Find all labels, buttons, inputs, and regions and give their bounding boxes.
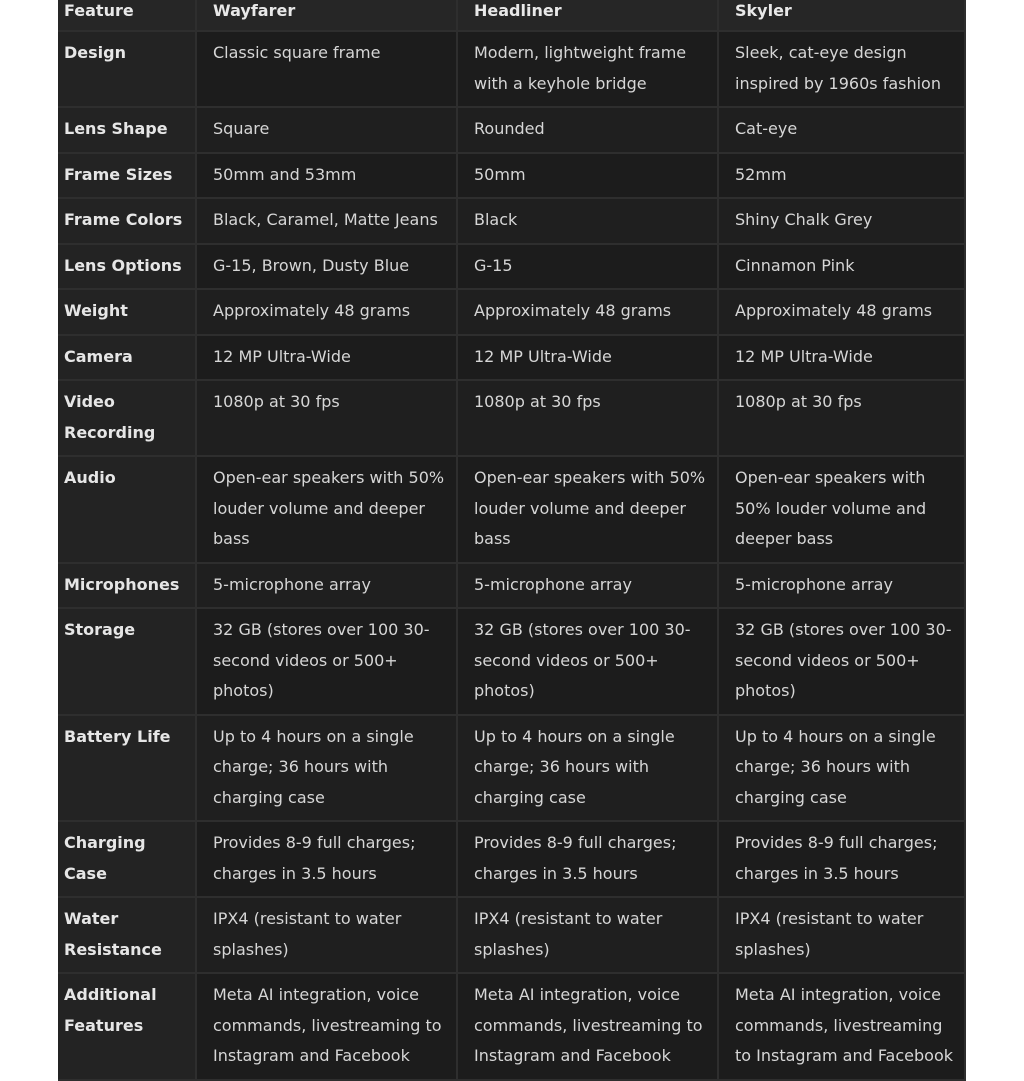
table-row <box>58 289 965 335</box>
feature-cell: Microphones <box>58 563 196 609</box>
feature-cell: Lens Options <box>58 244 196 290</box>
headliner-cell: 50mm <box>457 153 718 199</box>
wayfarer-cell: 1080p at 30 fps <box>196 380 457 456</box>
wayfarer-cell: 32 GB (stores over 100 30-second videos or 500+ photos) <box>196 608 457 715</box>
skyler-cell: Approximately 48 grams <box>718 289 965 335</box>
feature-cell: Audio <box>58 456 196 563</box>
skyler-cell: 52mm <box>718 153 965 199</box>
feature-cell: Water Resistance <box>58 897 196 973</box>
headliner-cell: IPX4 (resistant to water splashes) <box>457 897 718 973</box>
feature-cell: Charging Case <box>58 821 196 897</box>
skyler-cell: Open-ear speakers with 50% louder volume and deeper bass <box>718 456 965 563</box>
headliner-cell: Provides 8-9 full charges; charges in 3.5 hours <box>457 821 718 897</box>
feature-cell: Design <box>58 31 196 107</box>
wayfarer-cell: Up to 4 hours on a single charge; 36 hours with charging case <box>196 715 457 822</box>
feature-cell: Frame Sizes <box>58 153 196 199</box>
table-row <box>58 973 965 1080</box>
wayfarer-cell: Meta AI integration, voice commands, livestreaming to Instagram and Facebook <box>196 973 457 1080</box>
feature-cell: Storage <box>58 608 196 715</box>
table-row <box>58 107 965 153</box>
wayfarer-cell: 12 MP Ultra-Wide <box>196 335 457 381</box>
feature-cell: Camera <box>58 335 196 381</box>
headliner-cell: Approximately 48 grams <box>457 289 718 335</box>
table-row <box>58 563 965 609</box>
wayfarer-cell: 50mm and 53mm <box>196 153 457 199</box>
skyler-cell: Up to 4 hours on a single charge; 36 hours with charging case <box>718 715 965 822</box>
skyler-cell: Sleek, cat-eye design inspired by 1960s fashion <box>718 31 965 107</box>
table-header-row <box>58 0 965 31</box>
header-skyler: Skyler <box>718 0 965 31</box>
header-headliner: Headliner <box>457 0 718 31</box>
table-row <box>58 715 965 822</box>
feature-cell: Battery Life <box>58 715 196 822</box>
headliner-cell: G-15 <box>457 244 718 290</box>
table-row <box>58 821 965 897</box>
wayfarer-cell: Provides 8-9 full charges; charges in 3.5 hours <box>196 821 457 897</box>
table-row <box>58 31 965 107</box>
comparison-table <box>58 0 966 1081</box>
headliner-cell: Open-ear speakers with 50% louder volume and deeper bass <box>457 456 718 563</box>
header-feature: Feature <box>58 0 196 31</box>
wayfarer-cell: Classic square frame <box>196 31 457 107</box>
feature-cell: Additional Features <box>58 973 196 1080</box>
headliner-cell: 32 GB (stores over 100 30-second videos or 500+ photos) <box>457 608 718 715</box>
skyler-cell: IPX4 (resistant to water splashes) <box>718 897 965 973</box>
feature-cell: Weight <box>58 289 196 335</box>
wayfarer-cell: Open-ear speakers with 50% louder volume and deeper bass <box>196 456 457 563</box>
wayfarer-cell: G-15, Brown, Dusty Blue <box>196 244 457 290</box>
wayfarer-cell: Approximately 48 grams <box>196 289 457 335</box>
headliner-cell: 5-microphone array <box>457 563 718 609</box>
feature-cell: Video Recording <box>58 380 196 456</box>
skyler-cell: Cinnamon Pink <box>718 244 965 290</box>
wayfarer-cell: IPX4 (resistant to water splashes) <box>196 897 457 973</box>
headliner-cell: 1080p at 30 fps <box>457 380 718 456</box>
skyler-cell: Shiny Chalk Grey <box>718 198 965 244</box>
table-row <box>58 608 965 715</box>
table-row <box>58 380 965 456</box>
wayfarer-cell: 5-microphone array <box>196 563 457 609</box>
wayfarer-cell: Black, Caramel, Matte Jeans <box>196 198 457 244</box>
skyler-cell: Meta AI integration, voice commands, livestreaming to Instagram and Facebook <box>718 973 965 1080</box>
skyler-cell: Provides 8-9 full charges; charges in 3.5 hours <box>718 821 965 897</box>
feature-cell: Lens Shape <box>58 107 196 153</box>
table-row <box>58 198 965 244</box>
table-row <box>58 335 965 381</box>
skyler-cell: 32 GB (stores over 100 30-second videos or 500+ photos) <box>718 608 965 715</box>
comparison-table-panel <box>58 0 965 1065</box>
table-row <box>58 456 965 563</box>
table-row <box>58 153 965 199</box>
table-row <box>58 897 965 973</box>
wayfarer-cell: Square <box>196 107 457 153</box>
skyler-cell: 12 MP Ultra-Wide <box>718 335 965 381</box>
skyler-cell: Cat-eye <box>718 107 965 153</box>
headliner-cell: Black <box>457 198 718 244</box>
feature-cell: Frame Colors <box>58 198 196 244</box>
headliner-cell: Rounded <box>457 107 718 153</box>
table-row <box>58 244 965 290</box>
headliner-cell: Meta AI integration, voice commands, livestreaming to Instagram and Facebook <box>457 973 718 1080</box>
headliner-cell: 12 MP Ultra-Wide <box>457 335 718 381</box>
header-wayfarer: Wayfarer <box>196 0 457 31</box>
table-body <box>58 31 965 1080</box>
headliner-cell: Modern, lightweight frame with a keyhole bridge <box>457 31 718 107</box>
skyler-cell: 1080p at 30 fps <box>718 380 965 456</box>
headliner-cell: Up to 4 hours on a single charge; 36 hours with charging case <box>457 715 718 822</box>
skyler-cell: 5-microphone array <box>718 563 965 609</box>
